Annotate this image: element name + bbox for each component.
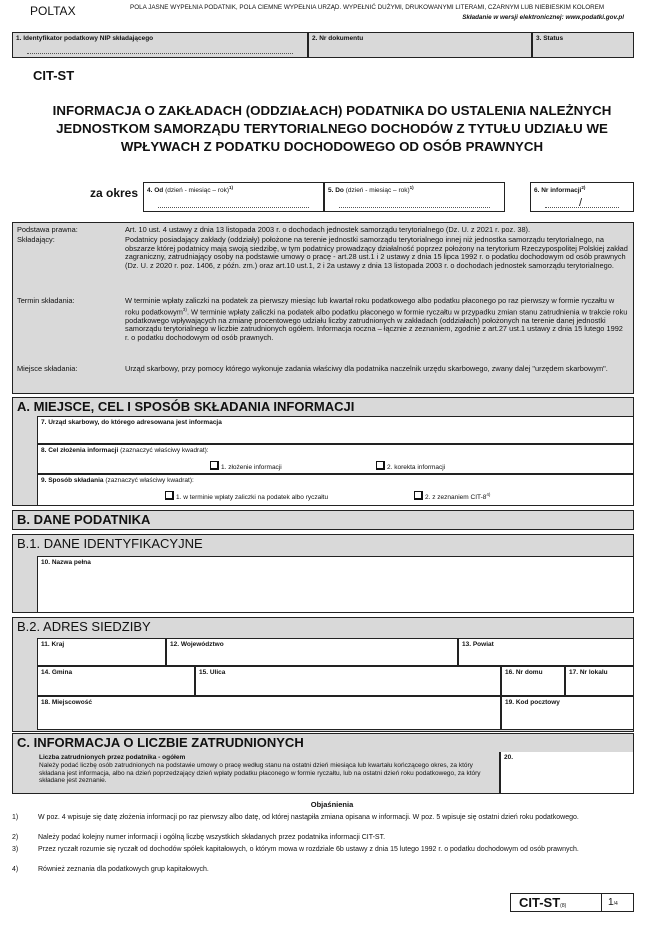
country-label: 11. Kraj (41, 641, 65, 648)
section-b2-header: B.2. ADRES SIEDZIBY (12, 617, 634, 637)
method-cit8-checkbox[interactable] (414, 491, 423, 500)
section-c-header: C. INFORMACJA O LICZBIE ZATRUDNIONYCH (12, 733, 634, 753)
date-to-dots (339, 202, 490, 208)
method-option-cit8[interactable]: 2. z zeznaniem CIT-8$^{4)}$ (414, 491, 490, 501)
legal-basis-value: Art. 10 ust. 4 ustawy z dnia 13 listopada 2003 r. o dochodach jednostek samorządu terytorialnego (Dz. U. z 2021 r. poz. 38). (125, 225, 531, 234)
section-b1-header: B.1. DANE IDENTYFIKACYJNE (12, 534, 634, 554)
explanation-text: W poz. 4 wpisuje się datę złożenia informacji po raz pierwszy albo datę, od której nastąpiła zmiana opisana w informacji. W poz. 5 wpisuje się ostatni dzień roku podatkowego. (38, 814, 579, 821)
date-to-label: 5. Do (dzień - miesiąc – rok)$^{1)}$ (328, 185, 414, 195)
postal-code-field[interactable] (501, 696, 634, 730)
info-number-field[interactable] (530, 182, 634, 212)
purpose-field (37, 444, 634, 474)
purpose-option-submit[interactable]: 1. złożenie informacji (210, 461, 282, 471)
municipality-label: 14. Gmina (41, 669, 73, 676)
employees-label: Liczba zatrudnionych przez podatnika - ogółem (39, 754, 186, 761)
electronic-filing-note: Składanie w wersji elektronicznej: www.podatki.gov.pl (462, 14, 624, 21)
municipality-field[interactable] (37, 666, 195, 696)
street-label: 15. Ulica (199, 669, 226, 676)
purpose-option-correction[interactable]: 2. korekta informacji (376, 461, 445, 471)
house-number-field[interactable] (501, 666, 565, 696)
section-b-header: B. DANE PODATNIKA (12, 510, 634, 530)
method-advance-checkbox[interactable] (165, 491, 174, 500)
info-number-slash: / (579, 197, 583, 209)
full-name-field[interactable] (37, 556, 634, 613)
county-label: 13. Powiat (462, 641, 494, 648)
legal-basis-key: Podstawa prawna: (17, 225, 78, 234)
explanation-text: Również zeznania dla podatkowych grup kapitałowych. (38, 866, 209, 873)
street-field[interactable] (195, 666, 501, 696)
apartment-number-field[interactable] (565, 666, 634, 696)
county-field[interactable] (458, 638, 634, 666)
city-label: 18. Miejscowość (41, 699, 92, 706)
employees-count-label: 20. (504, 754, 514, 761)
voivodeship-field[interactable] (166, 638, 458, 666)
doc-number-field (308, 32, 532, 58)
doc-number-label: 2. Nr dokumentu (312, 35, 364, 42)
poltax-brand: POLTAX (30, 4, 76, 18)
tax-office-field[interactable] (37, 416, 634, 444)
method-label: 9. Sposób składania (zaznaczyć właściwy kwadrat): (41, 477, 194, 484)
explanation-number: 4) (12, 866, 19, 873)
status-field (532, 32, 634, 58)
filer-key: Składający: (17, 235, 55, 244)
nip-input-dots (27, 48, 293, 54)
explanation-number: 1) (12, 814, 19, 821)
country-field[interactable] (37, 638, 166, 666)
purpose-correction-checkbox[interactable] (376, 461, 385, 470)
place-key: Miejsce składania: (17, 364, 78, 373)
purpose-label: 8. Cel złożenia informacji (zaznaczyć właściwy kwadrat): (41, 447, 209, 454)
city-field[interactable] (37, 696, 501, 730)
footer-form-id (510, 893, 634, 912)
employees-info-box (12, 752, 500, 794)
date-from-dots (158, 202, 309, 208)
legal-info-table (12, 222, 634, 394)
date-from-field[interactable] (143, 182, 324, 212)
section-a-header: A. MIEJSCE, CEL I SPOSÓB SKŁADANIA INFORMACJI (12, 397, 634, 417)
explanation-number: 2) (12, 834, 19, 841)
postal-code-label: 19. Kod pocztowy (505, 699, 560, 706)
method-option-advance[interactable]: 1. w terminie wpłaty zaliczki na podatek albo ryczałtu (165, 491, 328, 501)
nip-field[interactable] (12, 32, 308, 58)
info-number-label: 6. Nr informacji$^{2)}$ (534, 185, 586, 195)
footer-page-number: 1/4 (601, 894, 618, 911)
full-name-label: 10. Nazwa pełna (41, 559, 91, 566)
tax-office-label: 7. Urząd skarbowy, do którego adresowana jest informacja (41, 419, 222, 426)
footer-code: CIT-ST(8) (519, 895, 567, 910)
deadline-key: Termin składania: (17, 296, 75, 305)
deadline-value: W terminie wpłaty zaliczki na podatek za pierwszy miesiąc lub kwartał roku podatkowego albo podatku płaconego po raz pierwszy w formie ryczałtu w roku podatkowym$^{3)}$. W terminie wpłaty zaliczki na podatek albo podatku płaconego w formie ryczałtu w przypadku zmian stanu zatrudnienia w trakcie roku podatkowego wpływających na zmianę procentowego udziału liczby zatrudnionych w zakładach (oddziałach) położonych na terenie danej jednostki samorządu terytorialnego w liczbie zatrudnionych ogółem. Informacja roczna – łącznie z zeznaniem, zgodnie z art.27 ust.1 ustawy z dnia 15 lutego 1992 r. o podatku dochodowym od osób prawnych. (125, 296, 628, 342)
form-code: CIT-ST (33, 68, 75, 83)
date-to-field[interactable] (324, 182, 505, 212)
fill-instructions: POLA JASNE WYPEŁNIA PODATNIK, POLA CIEMNE WYPEŁNIA URZĄD. WYPEŁNIĆ DUŻYMI, DRUKOWANYMI LITERAMI, CZARNYM LUB NIEBIESKIM KOLOREM (130, 4, 605, 11)
form-title: INFORMACJA O ZAKŁADACH (ODDZIAŁACH) PODATNIKA DO USTALENIA NALEŻNYCH JEDNOSTKOM SAMORZĄDU TERYTORIALNEGO DOCHODÓW Z TYTUŁU UDZIAŁU WE WPŁYWACH Z PODATKU DOCHODOWEGO OD OSÓB PRAWNYCH (52, 103, 612, 154)
employees-count-field[interactable] (500, 752, 634, 794)
apartment-number-label: 17. Nr lokalu (569, 669, 608, 676)
method-field (37, 474, 634, 506)
purpose-submit-checkbox[interactable] (210, 461, 219, 470)
explanation-text: Przez ryczałt rozumie się ryczałt od dochodów spółek kapitałowych, o którym mowa w rozdziale 6b ustawy z dnia 15 lutego 1992 r. o podatku dochodowym od osób prawnych. (38, 846, 579, 853)
place-value: Urząd skarbowy, przy pomocy którego wykonuje zadania właściwy dla podatnika naczelnik urzędu skarbowego, zwany dalej "urzędem skarbowym". (125, 364, 608, 373)
period-label: za okres (90, 186, 139, 200)
date-from-label: 4. Od (dzień - miesiąc – rok)$^{1)}$ (147, 185, 234, 195)
nip-label: 1. Identyfikator podatkowy NIP składającego (16, 35, 154, 42)
house-number-label: 16. Nr domu (505, 669, 543, 676)
voivodeship-label: 12. Województwo (170, 641, 224, 648)
explanation-number: 3) (12, 846, 19, 853)
employees-description: Należy podać liczbę osób zatrudnionych na podstawie umowy o pracę według stanu na ostatni dzień miesiąca lub kwartału kończącego okres, za który składana jest informacja, albo na dzień poprzedzający dzień wpłaty podatku płaconego w formie ryczałtu, lub na ostatni dzień roku podatkowego, za który składane jest zeznanie. (39, 762, 481, 785)
explanations-title: Objaśnienia (310, 800, 354, 809)
status-label: 3. Status (536, 35, 564, 42)
filer-value: Podatnicy posiadający zakłady (oddziały) położone na terenie jednostki samorządu terytorialnego innej niż jednostka samorządu terytorialnego, na obszarze której podatnicy mają swoją siedzibę, w tym podatnicy prowadzący działalność poprzez położony na terytorium Rzeczypospolitej Polskiej zakład zagraniczny, zatrudniający osoby na podstawie umowy o pracę - art.28 ust.1 i 2 ustawy z dnia 15 lipca 1992 r. o podatku dochodowym od osób prawnych (Dz. U. z 2020 r. poz. 1406, z późn. zm.) oraz art.10 ust.1, 2 i 2a ustawy z dnia 13 listopada 2003 r. o dochodach jednostek samorządu terytorialnego. (125, 235, 628, 270)
explanation-text: Należy podać kolejny numer informacji i ogólną liczbę wszystkich składanych przez podatnika informacji CIT-ST. (38, 834, 386, 841)
